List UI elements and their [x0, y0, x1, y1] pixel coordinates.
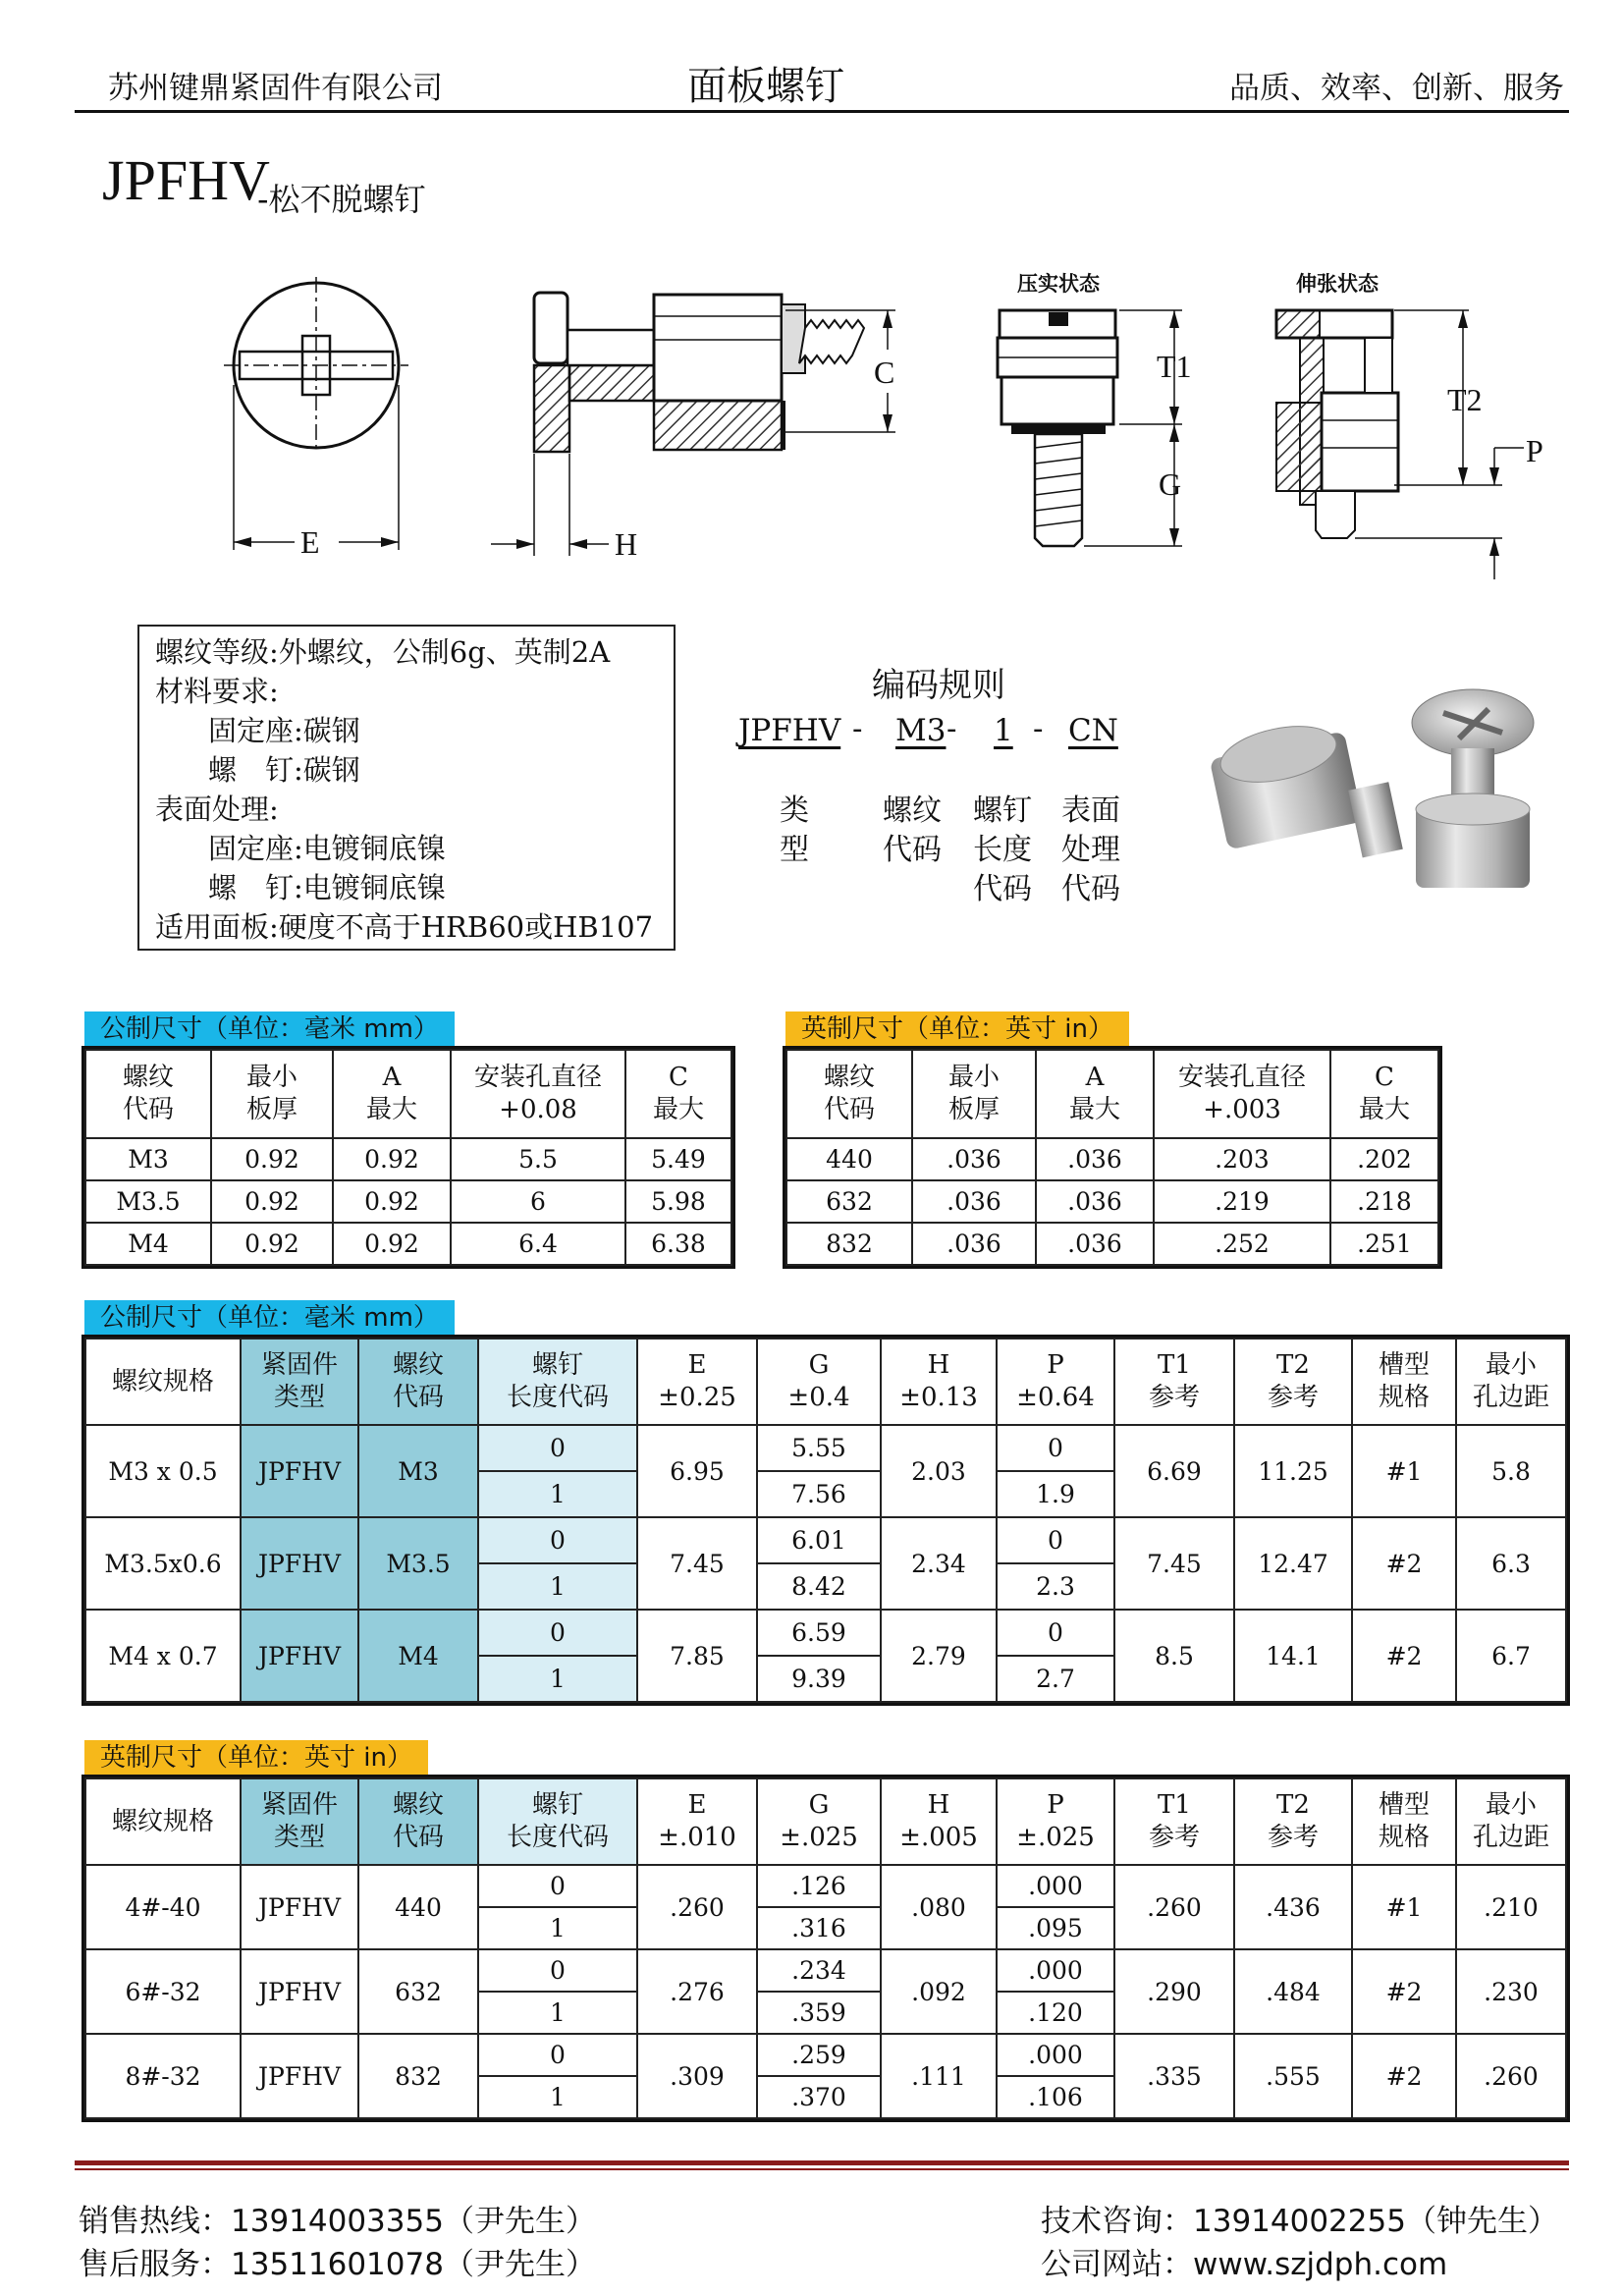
col-header: P ±.025: [997, 1778, 1114, 1865]
col-header: G ±0.4: [757, 1339, 881, 1425]
extended-state-label: 伸张状态: [1296, 272, 1379, 296]
table-cell: .260: [1456, 2034, 1566, 2118]
table-row: [85, 1949, 1566, 1992]
table-cell: .309: [637, 2034, 757, 2118]
top-view-drawing: [224, 277, 408, 560]
table-cell: 7.56: [757, 1471, 881, 1517]
table-cell: 11.25: [1234, 1425, 1352, 1517]
dim-label-g: G: [1159, 466, 1182, 502]
table-cell: 1: [478, 2076, 637, 2118]
table-cell: #1: [1352, 1865, 1456, 1949]
table-cell: 1: [478, 1907, 637, 1949]
table-cell: 6: [451, 1180, 625, 1223]
metric-small-table: [84, 1049, 732, 1266]
col-header: E ±0.25: [637, 1339, 757, 1425]
table-cell: #2: [1352, 1517, 1456, 1610]
code-label-line: 代码: [973, 872, 1032, 906]
table-cell: 2.79: [881, 1610, 997, 1702]
footer-rule-thin: [75, 2168, 1569, 2170]
table-cell: M3 x 0.5: [85, 1425, 241, 1517]
tech-consult: 技术咨询：13914002255（钟先生）: [1041, 2204, 1558, 2239]
table-cell: .000: [997, 2034, 1114, 2076]
col-header: H ±.005: [881, 1778, 997, 1865]
company-name: 苏州键鼎紧固件有限公司: [108, 71, 443, 106]
table-cell: JPFHV: [241, 1949, 358, 2034]
table-cell: 2.34: [881, 1517, 997, 1610]
footer-rule: [75, 2160, 1569, 2165]
slogan: 品质、效率、创新、服务: [1229, 71, 1564, 106]
table-cell: .436: [1234, 1865, 1352, 1949]
col-header: 紧固件 类型: [241, 1778, 358, 1865]
pressed-state-drawing: [998, 272, 1192, 546]
table-row: [85, 1223, 731, 1265]
table-cell: .036: [912, 1138, 1036, 1180]
metric-big-table-tag: 公制尺寸（单位：毫米 mm）: [84, 1300, 455, 1336]
table-cell: .203: [1154, 1138, 1330, 1180]
col-header: H ±0.13: [881, 1339, 997, 1425]
technical-drawings: [0, 0, 1623, 609]
table-cell: 1: [478, 1563, 637, 1610]
spec-panel: 适用面板:硬度不高于HRB60或HB107: [155, 910, 654, 944]
table-cell: .290: [1114, 1949, 1234, 2034]
table-cell: .111: [881, 2034, 997, 2118]
code-part-length: 1: [994, 713, 1013, 748]
table-cell: 0: [997, 1610, 1114, 1656]
table-cell: 832: [358, 2034, 478, 2118]
table-row: [85, 2034, 1566, 2076]
table-cell: .036: [912, 1180, 1036, 1223]
table-cell: 0: [478, 1949, 637, 1992]
table-cell: 0: [997, 1517, 1114, 1563]
metric-big-table: [84, 1338, 1567, 1703]
col-header: 最小 板厚: [912, 1050, 1036, 1138]
code-label-finish: [1058, 792, 1123, 909]
side-view-drawing: [491, 293, 895, 562]
table-cell: #2: [1352, 1610, 1456, 1702]
table-cell: 6.7: [1456, 1610, 1566, 1702]
table-cell: .106: [997, 2076, 1114, 2118]
col-header: P ±0.64: [997, 1339, 1114, 1425]
col-header: 安装孔直径 +0.08: [451, 1050, 625, 1138]
code-part-finish: CN: [1068, 713, 1118, 748]
table-cell: .095: [997, 1907, 1114, 1949]
table-cell: .276: [637, 1949, 757, 2034]
table-cell: 1: [478, 1656, 637, 1702]
table-cell: 5.98: [625, 1180, 731, 1223]
table-cell: 0: [478, 1610, 637, 1656]
table-cell: JPFHV: [241, 1865, 358, 1949]
table-cell: #2: [1352, 2034, 1456, 2118]
table-row: [85, 1517, 1566, 1563]
col-header: T1 参考: [1114, 1339, 1234, 1425]
table-cell: 6.69: [1114, 1425, 1234, 1517]
col-header: 螺钉 长度代码: [478, 1778, 637, 1865]
table-cell: 7.45: [1114, 1517, 1234, 1610]
table-cell: .000: [997, 1865, 1114, 1907]
table-cell: 440: [358, 1865, 478, 1949]
dim-label-c: C: [874, 355, 895, 390]
code-label-line: 代码: [1061, 872, 1120, 906]
table-cell: 7.45: [637, 1517, 757, 1610]
table-cell: .080: [881, 1865, 997, 1949]
product-photo: [1208, 687, 1571, 894]
table-cell: .251: [1330, 1223, 1438, 1265]
table-cell: 1: [478, 1992, 637, 2034]
table-cell: 0: [478, 1425, 637, 1471]
sales-hotline: 销售热线：13914003355（尹先生）: [79, 2204, 596, 2239]
col-header: 螺纹 代码: [85, 1050, 211, 1138]
col-header: C 最大: [625, 1050, 731, 1138]
code-part-type: JPFHV: [738, 713, 841, 748]
table-cell: .370: [757, 2076, 881, 2118]
table-cell: 7.85: [637, 1610, 757, 1702]
spec-material-heading: 材料要求:: [155, 675, 279, 708]
imperial-small-table-tag: 英制尺寸（单位：英寸 in）: [785, 1011, 1129, 1047]
table-cell: 5.49: [625, 1138, 731, 1180]
col-header: 螺纹规格: [85, 1778, 241, 1865]
table-cell: 0.92: [333, 1138, 451, 1180]
table-cell: .120: [997, 1992, 1114, 2034]
col-header: 螺钉 长度代码: [478, 1339, 637, 1425]
table-cell: 6.3: [1456, 1517, 1566, 1610]
table-cell: .260: [637, 1865, 757, 1949]
code-label-line: 型: [780, 833, 809, 867]
table-cell: 5.5: [451, 1138, 625, 1180]
table-cell: JPFHV: [241, 1517, 358, 1610]
table-cell: 0: [997, 1425, 1114, 1471]
col-header: T2 参考: [1234, 1778, 1352, 1865]
table-row: [85, 1425, 1566, 1471]
table-cell: .484: [1234, 1949, 1352, 2034]
col-header: G ±.025: [757, 1778, 881, 1865]
dim-label-t1: T1: [1157, 349, 1192, 384]
col-header: 螺纹规格: [85, 1339, 241, 1425]
table-cell: M3: [358, 1425, 478, 1517]
table-cell: 0: [478, 2034, 637, 2076]
imperial-big-table-tag: 英制尺寸（单位：英寸 in）: [84, 1740, 428, 1776]
company-website[interactable]: 公司网站：www.szjdph.com: [1041, 2247, 1448, 2282]
table-cell: 0: [478, 1517, 637, 1563]
col-header: T2 参考: [1234, 1339, 1352, 1425]
col-header: 最小 孔边距: [1456, 1778, 1566, 1865]
table-row: [786, 1138, 1438, 1180]
table-cell: 6.59: [757, 1610, 881, 1656]
table-cell: 6.01: [757, 1517, 881, 1563]
table-row: [85, 1865, 1566, 1907]
table-cell: #1: [1352, 1425, 1456, 1517]
code-dash: -: [947, 711, 957, 746]
col-header: A 最大: [1036, 1050, 1154, 1138]
table-cell: .335: [1114, 2034, 1234, 2118]
table-cell: M3: [85, 1138, 211, 1180]
imperial-small-table: [785, 1049, 1439, 1266]
table-row: [85, 1610, 1566, 1656]
table-cell: 4#-40: [85, 1865, 241, 1949]
table-cell: .036: [1036, 1223, 1154, 1265]
table-cell: 9.39: [757, 1656, 881, 1702]
table-cell: JPFHV: [241, 1610, 358, 1702]
col-header: C 最大: [1330, 1050, 1438, 1138]
table-cell: 14.1: [1234, 1610, 1352, 1702]
table-cell: .260: [1114, 1865, 1234, 1949]
table-cell: .092: [881, 1949, 997, 2034]
table-cell: 2.7: [997, 1656, 1114, 1702]
code-label-type: [762, 792, 827, 870]
table-cell: .126: [757, 1865, 881, 1907]
table-cell: .230: [1456, 1949, 1566, 2034]
table-cell: 8#-32: [85, 2034, 241, 2118]
table-cell: JPFHV: [241, 2034, 358, 2118]
dim-label-p: P: [1526, 433, 1543, 468]
dim-label-t2: T2: [1447, 382, 1483, 417]
table-cell: 832: [786, 1223, 912, 1265]
table-cell: .252: [1154, 1223, 1330, 1265]
col-header: 螺纹 代码: [786, 1050, 912, 1138]
code-label-line: 长度: [973, 833, 1032, 867]
table-cell: .036: [1036, 1180, 1154, 1223]
table-cell: .036: [912, 1223, 1036, 1265]
table-cell: .234: [757, 1949, 881, 1992]
code-label-length: [970, 792, 1035, 909]
spec-material-base: 固定座:碳钢: [208, 714, 360, 747]
product-code: JPFHV: [102, 148, 270, 212]
table-cell: .202: [1330, 1138, 1438, 1180]
table-cell: .000: [997, 1949, 1114, 1992]
pressed-state-label: 压实状态: [1017, 272, 1100, 296]
table-cell: 0.92: [333, 1223, 451, 1265]
table-cell: .316: [757, 1907, 881, 1949]
table-cell: 5.55: [757, 1425, 881, 1471]
table-cell: M3.5: [85, 1180, 211, 1223]
table-cell: 0.92: [211, 1180, 333, 1223]
extended-state-drawing: [1276, 272, 1543, 579]
spec-thread-grade: 螺纹等级:外螺纹，公制6g、英制2A: [155, 635, 611, 669]
table-cell: M4: [358, 1610, 478, 1702]
photo-extended-fastener: [1412, 689, 1534, 888]
table-cell: .259: [757, 2034, 881, 2076]
table-cell: 0.92: [211, 1138, 333, 1180]
table-cell: 8.5: [1114, 1610, 1234, 1702]
spec-material-screw: 螺 钉:碳钢: [208, 753, 360, 787]
code-part-thread: M3: [895, 713, 947, 748]
table-cell: 8.42: [757, 1563, 881, 1610]
col-header: 槽型 规格: [1352, 1339, 1456, 1425]
code-label-line: 处理: [1061, 833, 1120, 867]
col-header: 最小 板厚: [211, 1050, 333, 1138]
table-cell: 632: [358, 1949, 478, 2034]
dim-label-e: E: [300, 524, 320, 560]
dim-label-h: H: [615, 526, 638, 562]
table-cell: .555: [1234, 2034, 1352, 2118]
table-cell: 2.03: [881, 1425, 997, 1517]
table-cell: #2: [1352, 1949, 1456, 2034]
table-cell: 6#-32: [85, 1949, 241, 2034]
code-label-thread: [880, 792, 945, 870]
table-cell: .036: [1036, 1138, 1154, 1180]
table-cell: 0.92: [211, 1223, 333, 1265]
table-cell: 6.4: [451, 1223, 625, 1265]
table-cell: 1: [478, 1471, 637, 1517]
code-label-line: 代码: [883, 833, 942, 867]
material-specs-box: [137, 625, 676, 951]
code-dash: -: [852, 711, 863, 746]
table-row: [85, 1180, 731, 1223]
metric-small-table-tag: 公制尺寸（单位：毫米 mm）: [84, 1011, 455, 1047]
table-cell: 632: [786, 1180, 912, 1223]
col-header: 最小 孔边距: [1456, 1339, 1566, 1425]
table-cell: 1.9: [997, 1471, 1114, 1517]
table-cell: 12.47: [1234, 1517, 1352, 1610]
table-cell: .218: [1330, 1180, 1438, 1223]
table-row: [786, 1223, 1438, 1265]
table-cell: 2.3: [997, 1563, 1114, 1610]
page-title: 面板螺钉: [687, 64, 844, 109]
col-header: 安装孔直径 +.003: [1154, 1050, 1330, 1138]
table-cell: .359: [757, 1992, 881, 2034]
photo-pressed-fastener: [1210, 717, 1403, 857]
table-row: [786, 1180, 1438, 1223]
table-cell: 0: [478, 1865, 637, 1907]
table-cell: M3.5: [358, 1517, 478, 1610]
after-sales: 售后服务：13511601078（尹先生）: [79, 2247, 596, 2282]
col-header: A 最大: [333, 1050, 451, 1138]
spec-finish-base: 固定座:电镀铜底镍: [208, 832, 446, 865]
table-cell: 0.92: [333, 1180, 451, 1223]
table-cell: M4 x 0.7: [85, 1610, 241, 1702]
col-header: 紧固件 类型: [241, 1339, 358, 1425]
col-header: 槽型 规格: [1352, 1778, 1456, 1865]
spec-finish-screw: 螺 钉:电镀铜底镍: [208, 871, 446, 904]
col-header: 螺纹 代码: [358, 1778, 478, 1865]
table-cell: 6.38: [625, 1223, 731, 1265]
code-dash: -: [1033, 711, 1044, 746]
table-cell: 6.95: [637, 1425, 757, 1517]
table-cell: M3.5x0.6: [85, 1517, 241, 1610]
code-label-line: 螺纹: [883, 793, 942, 828]
table-cell: 440: [786, 1138, 912, 1180]
col-header: T1 参考: [1114, 1778, 1234, 1865]
col-header: E ±.010: [637, 1778, 757, 1865]
code-label-line: 类: [780, 793, 809, 828]
coding-rule-title: 编码规则: [872, 666, 1005, 705]
table-cell: .210: [1456, 1865, 1566, 1949]
col-header: 螺纹 代码: [358, 1339, 478, 1425]
code-label-line: 表面: [1061, 793, 1120, 828]
imperial-big-table: [84, 1777, 1567, 2119]
table-cell: M4: [85, 1223, 211, 1265]
spec-finish-heading: 表面处理:: [155, 793, 279, 826]
product-subtitle: -松不脱螺钉: [257, 181, 426, 218]
table-row: [85, 1138, 731, 1180]
code-label-line: 螺钉: [973, 793, 1032, 828]
table-cell: .219: [1154, 1180, 1330, 1223]
table-cell: JPFHV: [241, 1425, 358, 1517]
table-cell: 5.8: [1456, 1425, 1566, 1517]
